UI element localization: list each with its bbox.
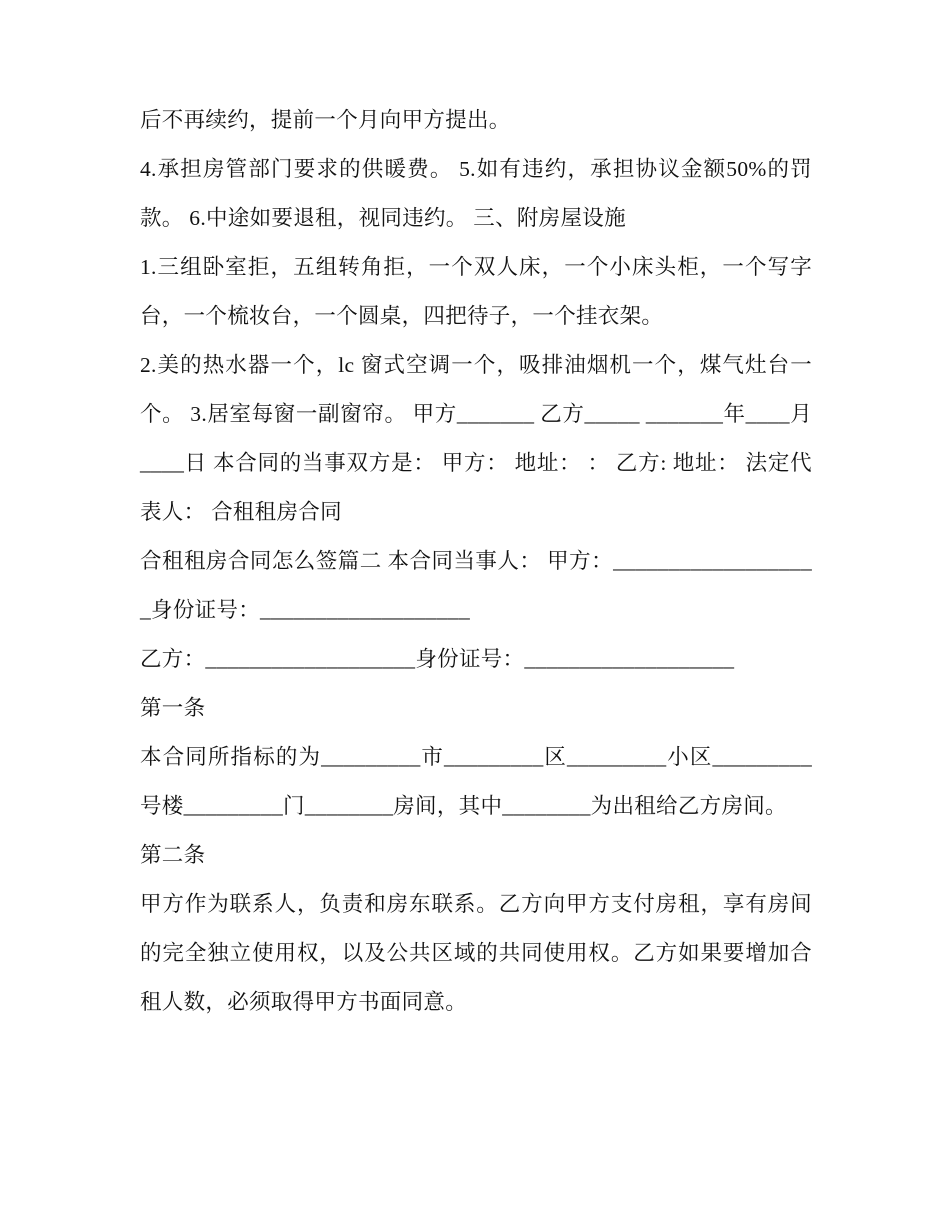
document-paragraph: 1.三组卧室拒，五组转角拒，一个双人床，一个小床头柜，一个写字台，一个梳妆台，一个圆桌，四把待子，一个挂衣架。 [140, 255, 812, 328]
document-paragraph: 合租租房合同怎么签篇二 本合同当事人： 甲方：___________________身份证号：___________________ [140, 549, 812, 622]
document-section-heading: 第一条 [140, 696, 206, 720]
document-paragraph: 本合同所指标的为_________市_________区_________小区_________号楼_________门________房间，其中________为出租给乙方房间。 [140, 745, 812, 818]
document-body [140, 96, 812, 1027]
document-section-heading: 第二条 [140, 843, 206, 867]
document-paragraph: 后不再续约，提前一个月向甲方提出。 [140, 108, 511, 132]
document-paragraph: 2.美的热水器一个，lc 窗式空调一个，吸排油烟机一个，煤气灶台一个。 3.居室每窗一副窗帘。 甲方_______ 乙方_____ _______年____月____日 本合同的当事双方是： 甲方： 地址： ： 乙方: 地址： 法定代表人： 合租租房合同 [140, 353, 812, 524]
document-paragraph: 4.承担房管部门要求的供暖费。 5.如有违约，承担协议金额50%的罚款。 6.中途如要退租，视同违约。 三、附房屋设施 [140, 157, 812, 230]
document-paragraph: 乙方：___________________身份证号：___________________ [140, 647, 735, 671]
document-paragraph: 甲方作为联系人，负责和房东联系。乙方向甲方支付房租，享有房间的完全独立使用权，以及公共区域的共同使用权。乙方如果要增加合租人数，必须取得甲方书面同意。 [140, 892, 812, 1014]
